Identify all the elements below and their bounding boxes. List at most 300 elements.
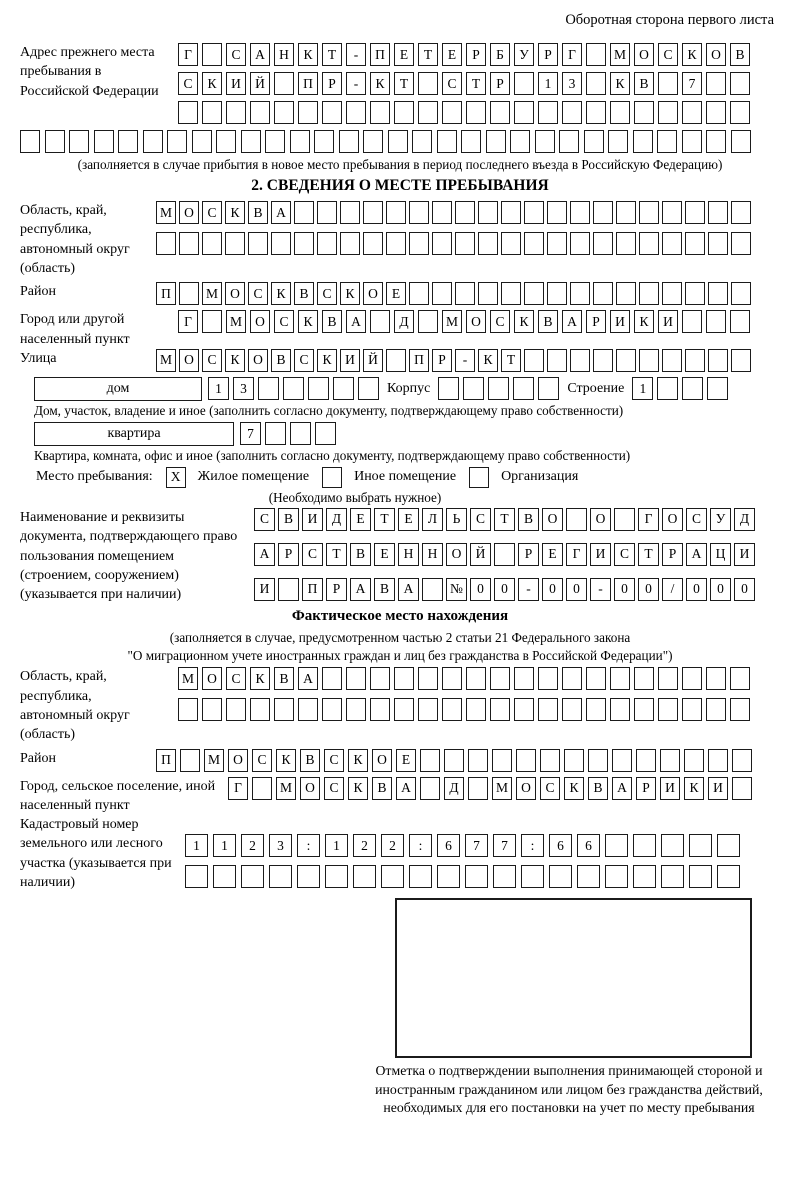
char-cell[interactable]: В (350, 543, 371, 566)
char-cell[interactable]: 1 (185, 834, 208, 857)
char-cell[interactable]: С (324, 749, 344, 772)
char-cell[interactable]: С (442, 72, 462, 95)
char-cell[interactable] (298, 101, 318, 124)
char-cell[interactable]: 0 (566, 578, 587, 601)
char-cell[interactable]: О (662, 508, 683, 531)
char-cell[interactable] (593, 282, 613, 305)
char-cell[interactable] (547, 201, 567, 224)
char-cell[interactable]: О (634, 43, 654, 66)
char-cell[interactable]: / (662, 578, 683, 601)
char-cell[interactable]: С (686, 508, 707, 531)
char-cell[interactable] (639, 349, 659, 372)
char-cell[interactable]: Р (586, 310, 606, 333)
char-cell[interactable]: 1 (213, 834, 236, 857)
char-cell[interactable]: Б (490, 43, 510, 66)
char-cell[interactable]: В (322, 310, 342, 333)
char-cell[interactable]: В (588, 777, 608, 800)
char-cell[interactable]: Е (386, 282, 406, 305)
char-cell[interactable]: 7 (465, 834, 488, 857)
char-cell[interactable] (538, 377, 559, 400)
char-cell[interactable] (442, 698, 462, 721)
char-cell[interactable]: И (340, 349, 360, 372)
char-cell[interactable] (731, 282, 751, 305)
char-cell[interactable] (317, 201, 337, 224)
char-cell[interactable] (706, 72, 726, 95)
char-cell[interactable]: Р (490, 72, 510, 95)
char-cell[interactable] (639, 232, 659, 255)
char-cell[interactable] (562, 101, 582, 124)
char-cell[interactable] (322, 698, 342, 721)
char-cell[interactable]: Е (350, 508, 371, 531)
char-cell[interactable] (438, 377, 459, 400)
char-cell[interactable]: П (156, 282, 176, 305)
char-cell[interactable] (455, 232, 475, 255)
char-cell[interactable] (381, 865, 404, 888)
char-cell[interactable] (593, 201, 613, 224)
char-cell[interactable] (466, 698, 486, 721)
char-cell[interactable] (69, 130, 89, 153)
char-cell[interactable]: А (254, 543, 275, 566)
char-cell[interactable]: М (226, 310, 246, 333)
char-cell[interactable] (370, 101, 390, 124)
char-cell[interactable]: 0 (494, 578, 515, 601)
char-cell[interactable]: - (455, 349, 475, 372)
char-cell[interactable] (708, 749, 728, 772)
char-cell[interactable] (634, 698, 654, 721)
char-cell[interactable] (538, 101, 558, 124)
char-cell[interactable] (143, 130, 163, 153)
char-cell[interactable] (616, 349, 636, 372)
char-cell[interactable]: Т (374, 508, 395, 531)
char-cell[interactable] (570, 232, 590, 255)
char-cell[interactable] (708, 349, 728, 372)
char-cell[interactable] (346, 101, 366, 124)
char-cell[interactable]: : (409, 834, 432, 857)
char-cell[interactable] (706, 698, 726, 721)
char-cell[interactable] (409, 232, 429, 255)
char-cell[interactable] (501, 232, 521, 255)
char-cell[interactable]: К (276, 749, 296, 772)
char-cell[interactable] (657, 130, 677, 153)
char-cell[interactable]: В (372, 777, 392, 800)
char-cell[interactable]: И (708, 777, 728, 800)
char-cell[interactable] (202, 698, 222, 721)
char-cell[interactable]: Е (396, 749, 416, 772)
char-cell[interactable] (468, 749, 488, 772)
char-cell[interactable]: № (446, 578, 467, 601)
char-cell[interactable]: Ц (710, 543, 731, 566)
char-cell[interactable]: Н (274, 43, 294, 66)
char-cell[interactable] (524, 282, 544, 305)
char-cell[interactable] (730, 667, 750, 690)
char-cell[interactable] (314, 130, 334, 153)
char-cell[interactable] (488, 377, 509, 400)
char-cell[interactable] (418, 101, 438, 124)
char-cell[interactable]: С (658, 43, 678, 66)
char-cell[interactable]: Д (734, 508, 755, 531)
char-cell[interactable] (274, 698, 294, 721)
char-cell[interactable]: С (252, 749, 272, 772)
char-cell[interactable]: 0 (734, 578, 755, 601)
char-cell[interactable] (524, 349, 544, 372)
char-cell[interactable]: С (614, 543, 635, 566)
char-cell[interactable] (586, 667, 606, 690)
char-cell[interactable]: Н (398, 543, 419, 566)
char-cell[interactable]: В (300, 749, 320, 772)
char-cell[interactable] (570, 201, 590, 224)
char-cell[interactable] (202, 43, 222, 66)
char-cell[interactable] (586, 698, 606, 721)
char-cell[interactable] (586, 72, 606, 95)
char-cell[interactable] (658, 667, 678, 690)
char-cell[interactable] (608, 130, 628, 153)
char-cell[interactable]: 7 (682, 72, 702, 95)
char-cell[interactable] (566, 508, 587, 531)
char-cell[interactable]: О (202, 667, 222, 690)
char-cell[interactable] (437, 865, 460, 888)
char-cell[interactable] (708, 232, 728, 255)
char-cell[interactable]: С (226, 667, 246, 690)
char-cell[interactable]: И (658, 310, 678, 333)
char-cell[interactable] (322, 667, 342, 690)
char-cell[interactable]: М (276, 777, 296, 800)
char-cell[interactable] (706, 310, 726, 333)
char-cell[interactable] (178, 698, 198, 721)
char-cell[interactable] (394, 667, 414, 690)
char-cell[interactable]: А (346, 310, 366, 333)
char-cell[interactable]: Р (278, 543, 299, 566)
char-cell[interactable] (547, 349, 567, 372)
char-cell[interactable] (420, 749, 440, 772)
char-cell[interactable]: Г (178, 310, 198, 333)
char-cell[interactable] (333, 377, 354, 400)
char-cell[interactable]: В (634, 72, 654, 95)
char-cell[interactable] (634, 667, 654, 690)
char-cell[interactable]: С (317, 282, 337, 305)
char-cell[interactable]: 0 (638, 578, 659, 601)
char-cell[interactable]: Й (250, 72, 270, 95)
char-cell[interactable]: 0 (614, 578, 635, 601)
char-cell[interactable]: А (686, 543, 707, 566)
char-cell[interactable]: В (374, 578, 395, 601)
char-cell[interactable] (394, 698, 414, 721)
char-cell[interactable]: А (612, 777, 632, 800)
char-cell[interactable]: В (730, 43, 750, 66)
char-cell[interactable] (610, 698, 630, 721)
char-cell[interactable] (514, 101, 534, 124)
char-cell[interactable] (248, 232, 268, 255)
char-cell[interactable]: Й (470, 543, 491, 566)
char-cell[interactable] (241, 130, 261, 153)
char-cell[interactable]: 0 (542, 578, 563, 601)
char-cell[interactable]: 6 (437, 834, 460, 857)
char-cell[interactable]: В (294, 282, 314, 305)
char-cell[interactable]: Л (422, 508, 443, 531)
char-cell[interactable] (605, 834, 628, 857)
char-cell[interactable] (636, 749, 656, 772)
char-cell[interactable]: М (442, 310, 462, 333)
char-cell[interactable] (45, 130, 65, 153)
char-cell[interactable] (118, 130, 138, 153)
char-cell[interactable] (639, 201, 659, 224)
char-cell[interactable] (466, 101, 486, 124)
char-cell[interactable]: М (156, 349, 176, 372)
char-cell[interactable]: П (298, 72, 318, 95)
char-cell[interactable] (325, 865, 348, 888)
char-cell[interactable]: И (590, 543, 611, 566)
char-cell[interactable] (297, 865, 320, 888)
char-cell[interactable]: Е (398, 508, 419, 531)
char-cell[interactable]: К (610, 72, 630, 95)
char-cell[interactable]: С (470, 508, 491, 531)
char-cell[interactable]: К (348, 749, 368, 772)
char-cell[interactable]: О (446, 543, 467, 566)
char-cell[interactable]: О (228, 749, 248, 772)
char-cell[interactable]: 3 (562, 72, 582, 95)
char-cell[interactable] (418, 698, 438, 721)
char-cell[interactable] (461, 130, 481, 153)
char-cell[interactable] (501, 282, 521, 305)
char-cell[interactable] (732, 777, 752, 800)
char-cell[interactable] (682, 101, 702, 124)
char-cell[interactable]: П (156, 749, 176, 772)
char-cell[interactable] (584, 130, 604, 153)
char-cell[interactable]: О (179, 349, 199, 372)
char-cell[interactable]: Т (494, 508, 515, 531)
char-cell[interactable] (409, 865, 432, 888)
char-cell[interactable]: К (271, 282, 291, 305)
char-cell[interactable]: : (297, 834, 320, 857)
char-cell[interactable] (559, 130, 579, 153)
char-cell[interactable] (562, 667, 582, 690)
char-cell[interactable] (468, 777, 488, 800)
char-cell[interactable] (682, 377, 703, 400)
char-cell[interactable] (730, 310, 750, 333)
char-cell[interactable]: М (204, 749, 224, 772)
char-cell[interactable]: Р (518, 543, 539, 566)
char-cell[interactable] (370, 667, 390, 690)
char-cell[interactable] (294, 232, 314, 255)
char-cell[interactable]: С (248, 282, 268, 305)
char-cell[interactable] (437, 130, 457, 153)
char-cell[interactable] (346, 667, 366, 690)
char-cell[interactable] (547, 282, 567, 305)
char-cell[interactable]: М (178, 667, 198, 690)
char-cell[interactable]: О (179, 201, 199, 224)
char-cell[interactable] (547, 232, 567, 255)
char-cell[interactable] (538, 698, 558, 721)
char-cell[interactable]: Т (394, 72, 414, 95)
char-cell[interactable] (516, 749, 536, 772)
char-cell[interactable] (278, 578, 299, 601)
char-cell[interactable]: С (294, 349, 314, 372)
char-cell[interactable]: К (225, 349, 245, 372)
char-cell[interactable]: П (302, 578, 323, 601)
char-cell[interactable]: О (225, 282, 245, 305)
char-cell[interactable]: 0 (470, 578, 491, 601)
char-cell[interactable]: Е (374, 543, 395, 566)
char-cell[interactable] (521, 865, 544, 888)
char-cell[interactable] (662, 232, 682, 255)
char-cell[interactable] (340, 232, 360, 255)
char-cell[interactable] (662, 282, 682, 305)
char-cell[interactable] (614, 508, 635, 531)
checkbox-organizatsiya[interactable] (469, 467, 489, 488)
char-cell[interactable] (730, 698, 750, 721)
char-cell[interactable]: Д (326, 508, 347, 531)
char-cell[interactable] (358, 377, 379, 400)
char-cell[interactable] (513, 377, 534, 400)
char-cell[interactable]: Е (394, 43, 414, 66)
char-cell[interactable]: - (346, 72, 366, 95)
char-cell[interactable]: Р (636, 777, 656, 800)
char-cell[interactable] (639, 282, 659, 305)
char-cell[interactable] (409, 282, 429, 305)
char-cell[interactable]: - (590, 578, 611, 601)
char-cell[interactable]: 3 (269, 834, 292, 857)
char-cell[interactable] (490, 698, 510, 721)
char-cell[interactable]: А (396, 777, 416, 800)
char-cell[interactable] (514, 698, 534, 721)
char-cell[interactable]: 1 (632, 377, 653, 400)
char-cell[interactable] (562, 698, 582, 721)
char-cell[interactable]: С (540, 777, 560, 800)
char-cell[interactable] (167, 130, 187, 153)
char-cell[interactable] (94, 130, 114, 153)
char-cell[interactable]: 1 (538, 72, 558, 95)
char-cell[interactable]: Ь (446, 508, 467, 531)
char-cell[interactable]: О (250, 310, 270, 333)
char-cell[interactable]: Д (394, 310, 414, 333)
char-cell[interactable]: В (274, 667, 294, 690)
char-cell[interactable] (455, 282, 475, 305)
char-cell[interactable]: К (564, 777, 584, 800)
char-cell[interactable]: В (271, 349, 291, 372)
char-cell[interactable]: 7 (493, 834, 516, 857)
char-cell[interactable]: М (202, 282, 222, 305)
char-cell[interactable]: И (254, 578, 275, 601)
char-cell[interactable] (315, 422, 336, 445)
char-cell[interactable] (317, 232, 337, 255)
char-cell[interactable] (730, 72, 750, 95)
char-cell[interactable]: 1 (208, 377, 229, 400)
char-cell[interactable] (370, 698, 390, 721)
char-cell[interactable]: Й (363, 349, 383, 372)
char-cell[interactable]: - (346, 43, 366, 66)
char-cell[interactable] (660, 749, 680, 772)
char-cell[interactable]: А (271, 201, 291, 224)
char-cell[interactable] (682, 698, 702, 721)
char-cell[interactable] (731, 349, 751, 372)
char-cell[interactable]: Р (662, 543, 683, 566)
char-cell[interactable] (524, 201, 544, 224)
char-cell[interactable] (490, 101, 510, 124)
char-cell[interactable]: Т (501, 349, 521, 372)
char-cell[interactable]: К (634, 310, 654, 333)
char-cell[interactable]: А (250, 43, 270, 66)
char-cell[interactable]: В (518, 508, 539, 531)
char-cell[interactable] (501, 201, 521, 224)
char-cell[interactable]: И (302, 508, 323, 531)
char-cell[interactable] (250, 698, 270, 721)
char-cell[interactable]: У (710, 508, 731, 531)
char-cell[interactable] (478, 232, 498, 255)
char-cell[interactable] (363, 201, 383, 224)
char-cell[interactable] (202, 310, 222, 333)
char-cell[interactable] (308, 377, 329, 400)
char-cell[interactable] (682, 130, 702, 153)
char-cell[interactable]: К (202, 72, 222, 95)
char-cell[interactable]: И (226, 72, 246, 95)
char-cell[interactable]: : (521, 834, 544, 857)
char-cell[interactable]: К (250, 667, 270, 690)
char-cell[interactable] (510, 130, 530, 153)
char-cell[interactable]: Н (422, 543, 443, 566)
char-cell[interactable] (156, 232, 176, 255)
char-cell[interactable] (466, 667, 486, 690)
char-cell[interactable] (442, 667, 462, 690)
char-cell[interactable] (706, 101, 726, 124)
char-cell[interactable] (708, 201, 728, 224)
char-cell[interactable] (412, 130, 432, 153)
char-cell[interactable] (226, 101, 246, 124)
char-cell[interactable]: Т (326, 543, 347, 566)
char-cell[interactable]: 6 (549, 834, 572, 857)
char-cell[interactable] (202, 232, 222, 255)
char-cell[interactable] (570, 349, 590, 372)
char-cell[interactable] (353, 865, 376, 888)
char-cell[interactable]: О (542, 508, 563, 531)
char-cell[interactable]: В (278, 508, 299, 531)
char-cell[interactable]: К (298, 43, 318, 66)
char-cell[interactable] (346, 698, 366, 721)
char-cell[interactable]: 0 (686, 578, 707, 601)
char-cell[interactable] (179, 232, 199, 255)
char-cell[interactable] (616, 282, 636, 305)
char-cell[interactable] (494, 543, 515, 566)
char-cell[interactable] (514, 72, 534, 95)
char-cell[interactable]: О (248, 349, 268, 372)
char-cell[interactable] (662, 201, 682, 224)
char-cell[interactable] (492, 749, 512, 772)
char-cell[interactable] (717, 834, 740, 857)
char-cell[interactable]: К (340, 282, 360, 305)
char-cell[interactable] (682, 310, 702, 333)
char-cell[interactable]: С (254, 508, 275, 531)
char-cell[interactable] (185, 865, 208, 888)
char-cell[interactable]: 2 (381, 834, 404, 857)
char-cell[interactable]: С (178, 72, 198, 95)
char-cell[interactable] (269, 865, 292, 888)
char-cell[interactable]: С (274, 310, 294, 333)
char-cell[interactable]: К (298, 310, 318, 333)
char-cell[interactable]: В (248, 201, 268, 224)
char-cell[interactable]: Т (322, 43, 342, 66)
char-cell[interactable]: П (409, 349, 429, 372)
checkbox-zhiloe-pomeshchenie[interactable]: X (166, 467, 186, 488)
char-cell[interactable] (586, 101, 606, 124)
char-cell[interactable] (684, 749, 704, 772)
char-cell[interactable]: 1 (325, 834, 348, 857)
char-cell[interactable] (388, 130, 408, 153)
char-cell[interactable] (213, 865, 236, 888)
char-cell[interactable] (689, 834, 712, 857)
char-cell[interactable]: Р (322, 72, 342, 95)
char-cell[interactable] (180, 749, 200, 772)
char-cell[interactable]: Е (442, 43, 462, 66)
char-cell[interactable] (616, 232, 636, 255)
char-cell[interactable]: С (202, 349, 222, 372)
